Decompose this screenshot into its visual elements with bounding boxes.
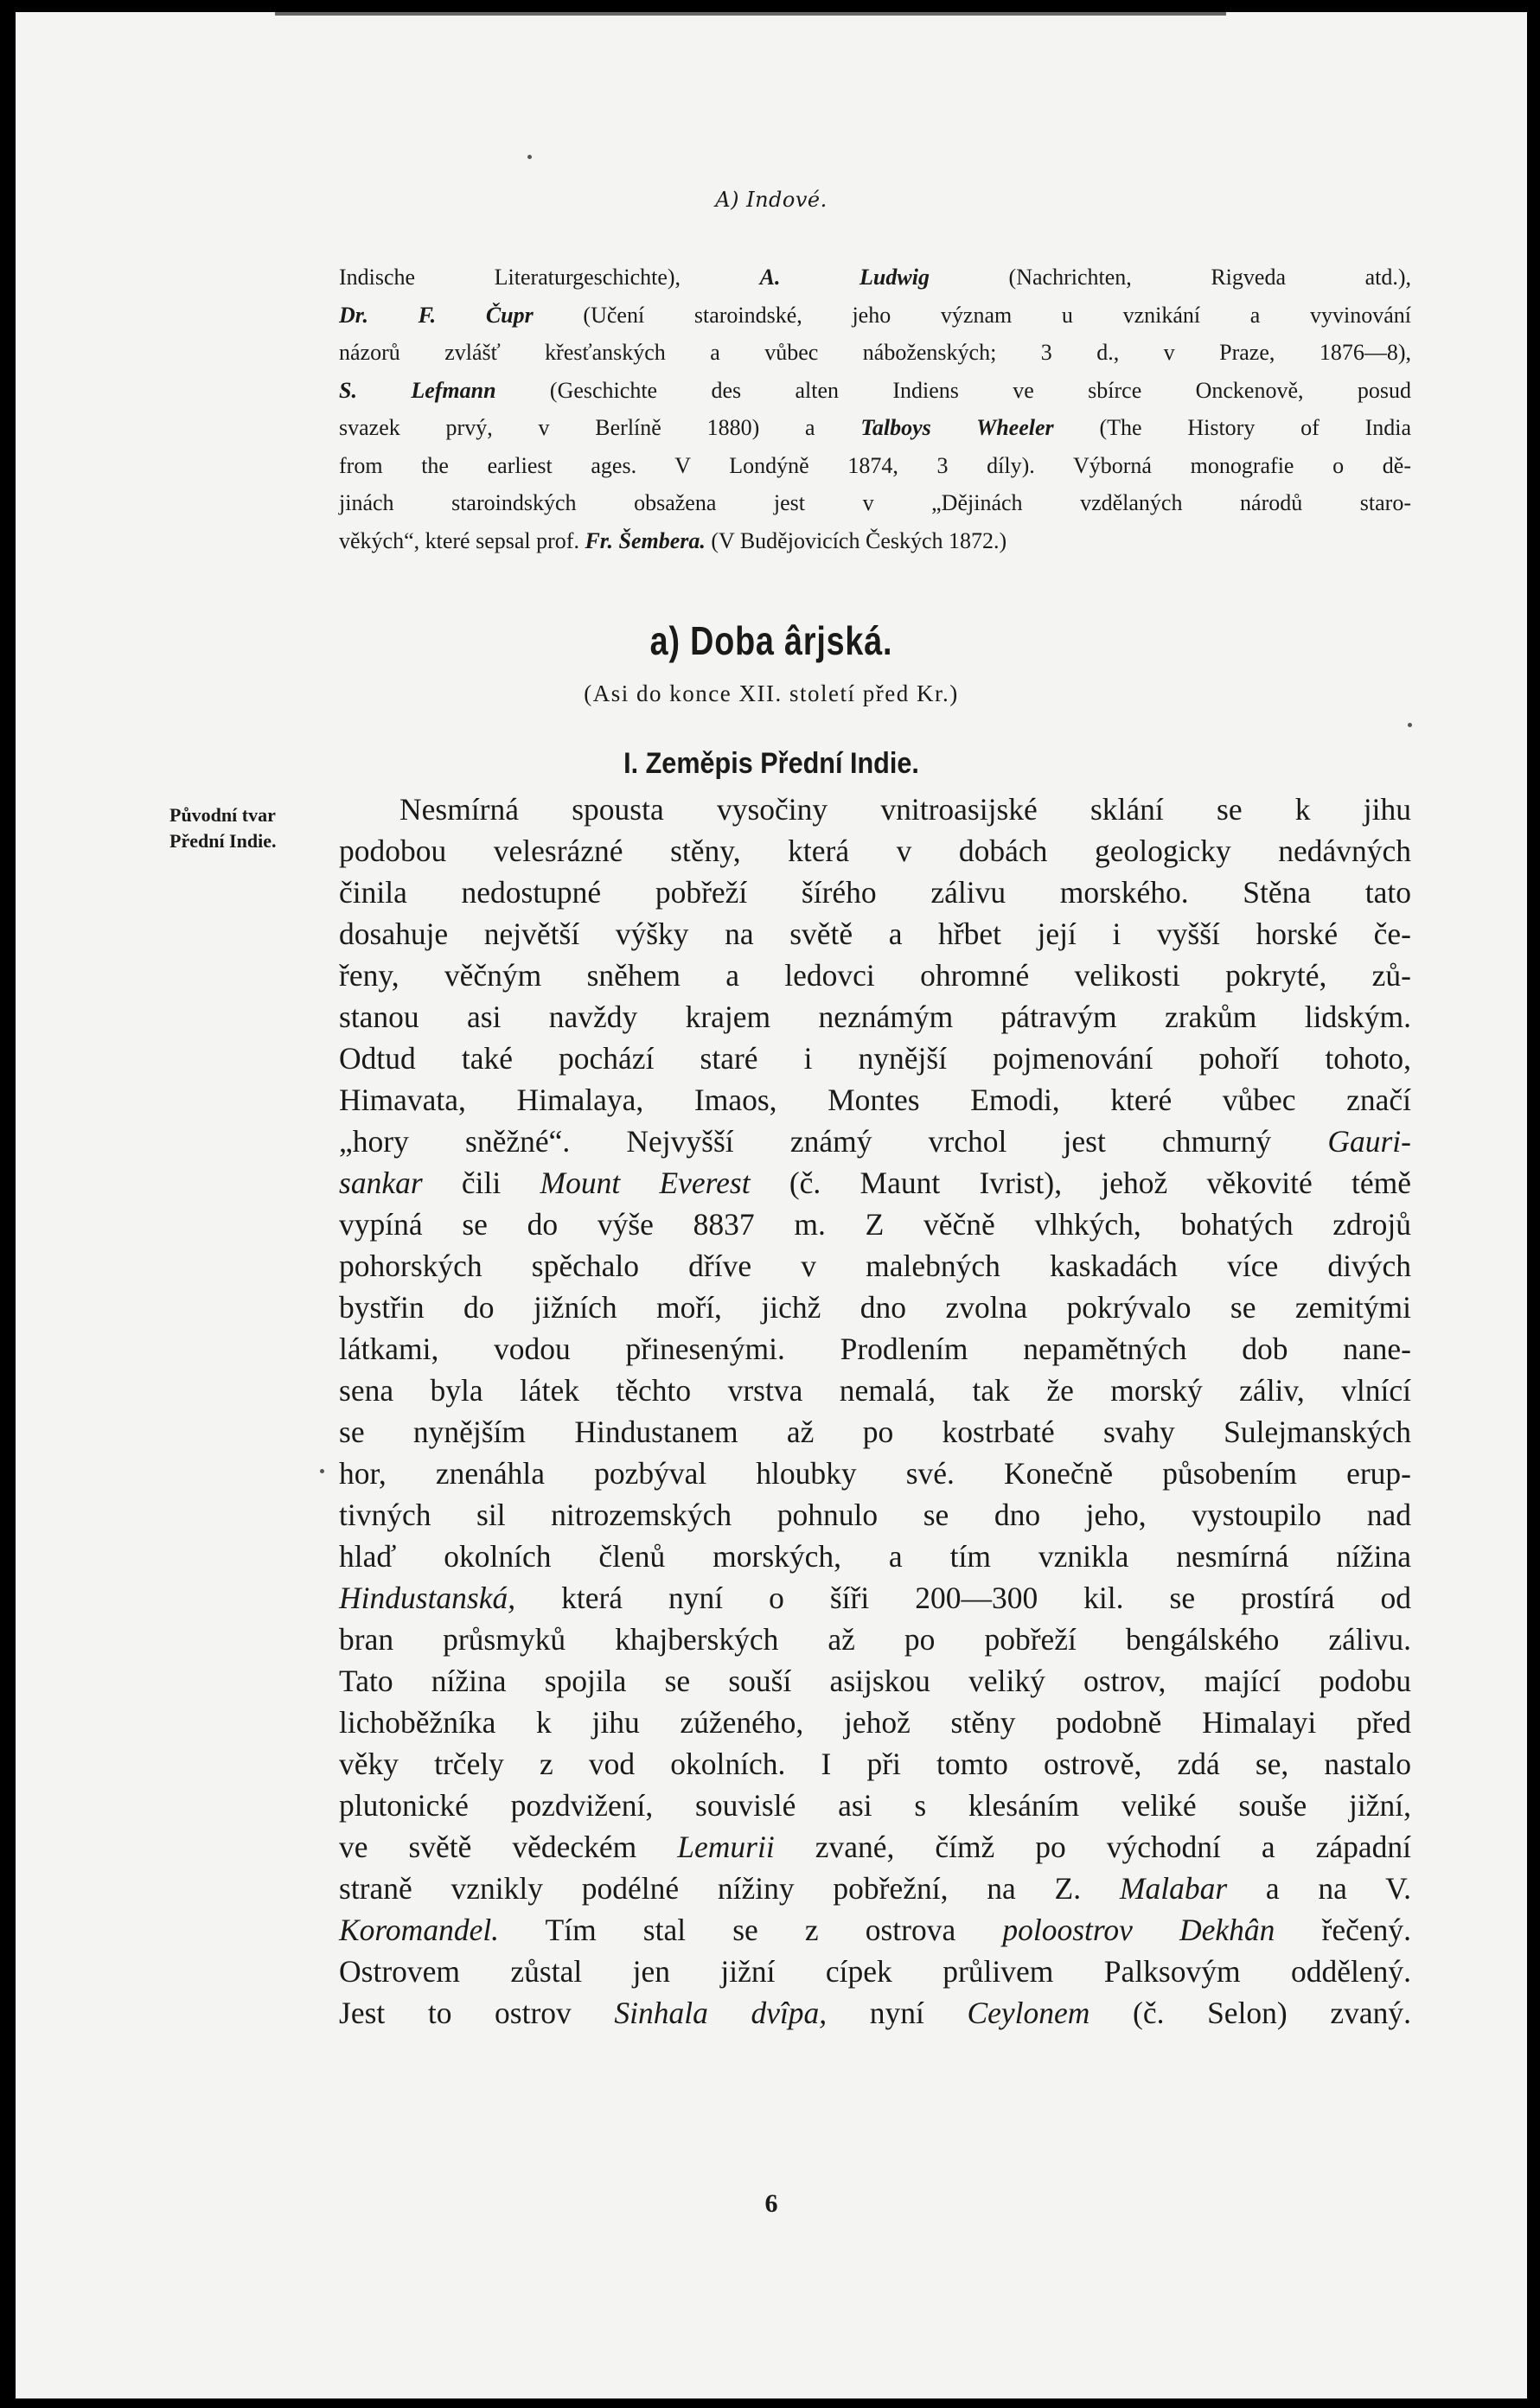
body-line [339, 1245, 1411, 1287]
body-line [339, 1121, 1411, 1162]
body-text: stanou asi navždy krajem neznámým pátravým zrakům lidským. [339, 1000, 1411, 1034]
body-text: bystřin do jižních moří, jichž dno zvolna pokrývalo se zemitými [339, 1290, 1411, 1325]
body-text: Odtud také pochází staré i nynější pojmenování pohoří tohoto, [339, 1041, 1411, 1076]
body-text: Hindustanská, [339, 1581, 516, 1615]
page-number: 6 [764, 2189, 778, 2218]
body-line [339, 1660, 1411, 1702]
body-line [339, 1494, 1411, 1536]
body-text: řeny, věčným sněhem a ledovci ohromné velikosti pokryté, zů- [339, 958, 1411, 993]
body-text: Mount Everest [540, 1166, 751, 1200]
body-line [339, 1038, 1411, 1079]
body-line [339, 1536, 1411, 1577]
body-line [339, 1826, 1411, 1868]
body-text: nyní [827, 1996, 968, 2030]
bib-text: (V Budějovicích Českých 1872.) [705, 527, 1007, 553]
body-line [339, 1411, 1411, 1453]
body-text: poloostrov Dekhân [1002, 1913, 1275, 1947]
body-line [339, 1162, 1411, 1204]
running-head: A) Indové. [715, 188, 828, 212]
body-line [339, 1370, 1411, 1411]
body-text: látkami, vodou přinesenými. Prodlením nepamětných dob nane- [339, 1332, 1411, 1366]
body-line [339, 1909, 1411, 1951]
bib-line [339, 372, 1411, 410]
body-line [339, 1287, 1411, 1328]
body-text: lichoběžníka k jihu zúženého, jehož stěny podobně Himalayi před [339, 1705, 1411, 1740]
margin-note [169, 802, 342, 854]
body-text: zvané, čímž po východní a západní [774, 1830, 1411, 1864]
body-text: vypíná se do výše 8837 m. Z věčně vlhkých, bohatých zdrojů [339, 1207, 1411, 1242]
body-text: „hory sněžné“. Nejvyšší známý vrchol jest chmurný [339, 1124, 1328, 1159]
bib-text: Talboys Wheeler [860, 415, 1054, 440]
body-line [339, 1992, 1411, 2034]
bib-text: from the earliest ages. V Londýně 1874, 3 díly). Výborná monografie o dě- [339, 452, 1411, 478]
scan-speck [1408, 723, 1412, 727]
bib-line [339, 334, 1411, 372]
bib-line [339, 447, 1411, 485]
scan-speck [320, 1469, 324, 1473]
body-text: Koromandel. [339, 1913, 500, 1947]
body-line [339, 996, 1411, 1038]
body-text: ve světě vědeckém [339, 1830, 678, 1864]
bib-text: Indische Literaturgeschichte), [339, 265, 760, 290]
bib-text: Dr. F. Čupr [339, 302, 534, 328]
scan-speck [527, 155, 532, 159]
bib-text: Fr. Šembera. [585, 527, 706, 553]
margin-note-line: Původní tvar [169, 804, 276, 826]
bib-text: jinách staroindských obsažena jest v „Dějinách vzdělaných národů staro- [339, 490, 1411, 515]
body-line [339, 955, 1411, 996]
body-line [339, 1577, 1411, 1619]
body-text: sena byla látek těchto vrstva nemalá, tak že morský záliv, vlnící [339, 1373, 1411, 1408]
body-text: pohorských spěchalo dříve v malebných kaskadách více divých [339, 1249, 1411, 1283]
bib-line [339, 259, 1411, 297]
body-paragraph [339, 789, 1411, 2034]
body-line [339, 1868, 1411, 1909]
body-text: Nesmírná spousta vysočiny vnitroasijské sklání se k jihu [399, 792, 1411, 827]
body-text: tivných sil nitrozemských pohnulo se dno jeho, vystoupilo nad [339, 1498, 1411, 1532]
scanned-page [16, 12, 1527, 2398]
body-text: Tato nížina spojila se souší asijskou veliký ostrov, mající podobu [339, 1664, 1411, 1698]
bib-line [339, 297, 1411, 335]
scan-edge-line [275, 12, 1226, 16]
bib-text: svazek prvý, v Berlíně 1880) a [339, 415, 861, 440]
body-text: bran průsmyků khajberských až po pobřeží bengálského zálivu. [339, 1622, 1411, 1657]
section-subtitle: (Asi do konce XII. století před Kr.) [584, 680, 959, 706]
body-text: a na V. [1227, 1871, 1412, 1906]
body-text: plutonické pozdvižení, souvislé asi s klesáním veliké souše jižní, [339, 1788, 1411, 1823]
body-text: straně vznikly podélné nížiny pobřežní, na Z. [339, 1871, 1120, 1906]
bib-text: názorů zvlášť křesťanských a vůbec náboženských; 3 d., v Praze, 1876—8), [339, 340, 1411, 365]
section-title: a) Doba ârjská. [649, 618, 893, 663]
body-text: Malabar [1119, 1871, 1228, 1906]
body-text: Ostrovem zůstal jen jižní cípek průlivem Palksovým oddělený. [339, 1954, 1411, 1989]
body-line [339, 1328, 1411, 1370]
body-text: Himavata, Himalaya, Imaos, Montes Emodi, které vůbec značí [339, 1083, 1411, 1117]
body-line [339, 1079, 1411, 1121]
body-line [339, 1951, 1411, 1992]
bib-line [339, 484, 1411, 522]
body-line [339, 1702, 1411, 1743]
body-text: Tím stal se z ostrova [499, 1913, 1003, 1947]
body-line [339, 1453, 1411, 1494]
body-text: Sinhala dvîpa, [614, 1996, 828, 2030]
body-text: hor, znenáhla pozbýval hloubky své. Konečně působením erup- [339, 1456, 1411, 1491]
body-text: která nyní o šíři 200—300 kil. se prostírá od [515, 1581, 1411, 1615]
body-text: řečený. [1275, 1913, 1411, 1947]
bib-text: S. Lefmann [339, 377, 496, 403]
body-text: věky trčely z vod okolních. I při tomto ostrově, zdá se, nastalo [339, 1747, 1411, 1781]
body-text: hlaď okolních členů morských, a tím vznikla nesmírná nížina [339, 1539, 1411, 1574]
body-text: dosahuje největší výšky na světě a hřbet její i vyšší horské če- [339, 917, 1411, 951]
body-line [339, 1619, 1411, 1660]
bib-text: (Nachrichten, Rigveda atd.), [929, 265, 1411, 290]
body-line [339, 872, 1411, 913]
body-line [339, 1785, 1411, 1826]
body-text: Jest to ostrov [339, 1996, 615, 2030]
body-text: Lemurii [677, 1830, 775, 1864]
body-line [339, 913, 1411, 955]
body-text: (č. Maunt Ivrist), jehož věkovité témě [750, 1166, 1411, 1200]
body-line [339, 1204, 1411, 1245]
bibliography-paragraph [339, 259, 1411, 559]
bib-text: (Geschichte des alten Indiens ve sbírce Onckenově, posud [495, 377, 1411, 403]
bib-line [339, 409, 1411, 447]
body-line [339, 830, 1411, 872]
body-line [339, 789, 1411, 830]
bib-text: A. Ludwig [759, 265, 930, 290]
body-text: sankar [339, 1166, 423, 1200]
body-text: čili [422, 1166, 540, 1200]
bib-text: (The History of India [1053, 415, 1411, 440]
body-line [339, 1743, 1411, 1785]
bib-text: (Učení staroindské, jeho význam u vznikání a vyvinování [533, 302, 1411, 328]
bib-line [339, 522, 1411, 560]
body-text: Ceylonem [967, 1996, 1090, 2030]
body-text: Gauri- [1327, 1124, 1411, 1159]
margin-note-line: Přední Indie. [169, 830, 277, 852]
body-text: se nynějším Hindustanem až po kostrbaté svahy Sulejmanských [339, 1415, 1411, 1449]
chapter-title: I. Zeměpis Přední Indie. [623, 747, 919, 780]
body-text: činila nedostupné pobřeží šírého zálivu morského. Stěna tato [339, 875, 1411, 910]
body-text: podobou velesrázné stěny, která v dobách geologicky nedávných [339, 834, 1411, 868]
bib-text: věkých“, které sepsal prof. [339, 527, 585, 553]
body-text: (č. Selon) zvaný. [1090, 1996, 1411, 2030]
